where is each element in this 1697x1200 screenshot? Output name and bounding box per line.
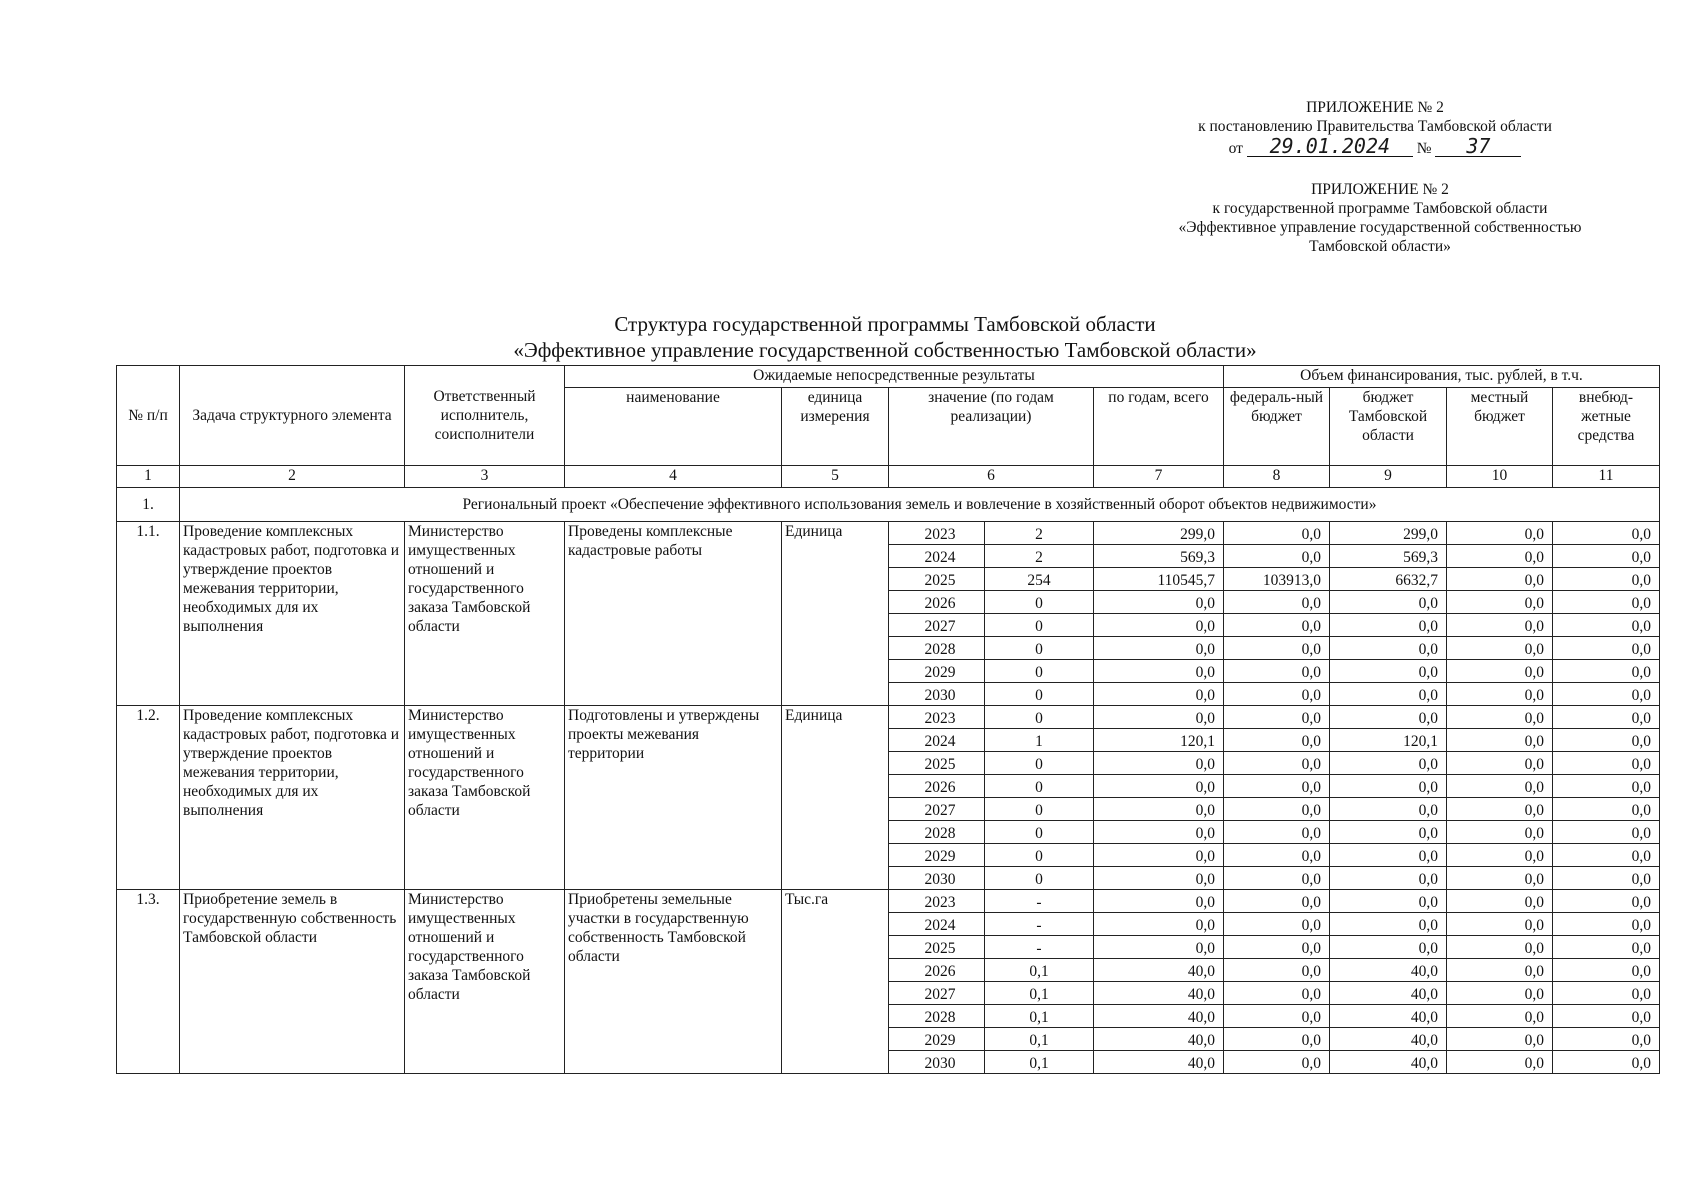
total-cell: 0,0	[1094, 775, 1224, 798]
local-cell: 0,0	[1447, 545, 1553, 568]
document-title-line2: «Эффективное управление государственной собственностью Тамбовской области»	[513, 338, 1257, 362]
extra-cell: 0,0	[1553, 867, 1660, 890]
header-finance-group: Объем финансирования, тыс. рублей, в т.ч.	[1224, 366, 1660, 388]
total-cell: 0,0	[1094, 637, 1224, 660]
extra-cell: 0,0	[1553, 798, 1660, 821]
total-cell: 0,0	[1094, 614, 1224, 637]
header-unit: единица измерения	[782, 388, 889, 466]
value-cell: 0,1	[985, 959, 1094, 982]
extra-cell: 0,0	[1553, 545, 1660, 568]
extra-cell: 0,0	[1553, 660, 1660, 683]
resolution-appendix-title: ПРИЛОЖЕНИЕ № 2	[1306, 99, 1444, 116]
total-cell: 40,0	[1094, 1028, 1224, 1051]
value-cell: 2	[985, 522, 1094, 545]
year-cell: 2027	[889, 798, 985, 821]
regional-cell: 299,0	[1330, 522, 1447, 545]
value-cell: 0,1	[985, 1028, 1094, 1051]
local-cell: 0,0	[1447, 637, 1553, 660]
federal-cell: 0,0	[1224, 637, 1330, 660]
header-regional: бюджет Тамбовской области	[1330, 388, 1447, 466]
header-num: № п/п	[117, 366, 180, 466]
block-result-name: Подготовлены и утверждены проекты межевания территории	[565, 706, 782, 890]
year-cell: 2025	[889, 568, 985, 591]
regional-cell: 0,0	[1330, 798, 1447, 821]
column-number-cell: 3	[405, 466, 565, 488]
extra-cell: 0,0	[1553, 706, 1660, 729]
year-cell: 2027	[889, 982, 985, 1005]
federal-cell: 0,0	[1224, 798, 1330, 821]
federal-cell: 0,0	[1224, 844, 1330, 867]
extra-cell: 0,0	[1553, 936, 1660, 959]
total-cell: 40,0	[1094, 982, 1224, 1005]
value-cell: -	[985, 936, 1094, 959]
regional-cell: 0,0	[1330, 821, 1447, 844]
column-number-cell: 6	[889, 466, 1094, 488]
federal-cell: 103913,0	[1224, 568, 1330, 591]
extra-cell: 0,0	[1553, 568, 1660, 591]
block-task: Проведение комплексных кадастровых работ, подготовка и утверждение проектов межевания территории, необходимых для их выполнения	[180, 522, 405, 706]
resolution-date-line	[1229, 136, 1522, 158]
column-number-cell: 8	[1224, 466, 1330, 488]
value-cell: 2	[985, 545, 1094, 568]
regional-cell: 0,0	[1330, 706, 1447, 729]
regional-cell: 40,0	[1330, 1051, 1447, 1074]
regional-cell: 0,0	[1330, 614, 1447, 637]
block-number: 1.2.	[117, 706, 180, 890]
federal-cell: 0,0	[1224, 1005, 1330, 1028]
extra-cell: 0,0	[1553, 752, 1660, 775]
value-cell: 0	[985, 775, 1094, 798]
federal-cell: 0,0	[1224, 660, 1330, 683]
total-cell: 0,0	[1094, 683, 1224, 706]
regional-cell: 0,0	[1330, 890, 1447, 913]
program-appendix-line1: к государственной программе Тамбовской области	[1212, 200, 1548, 217]
block-number: 1.1.	[117, 522, 180, 706]
regional-cell: 0,0	[1330, 591, 1447, 614]
total-cell: 299,0	[1094, 522, 1224, 545]
regional-cell: 0,0	[1330, 775, 1447, 798]
total-cell: 0,0	[1094, 706, 1224, 729]
program-structure-table	[116, 365, 1660, 1074]
extra-cell: 0,0	[1553, 637, 1660, 660]
regional-cell: 0,0	[1330, 683, 1447, 706]
value-cell: 0	[985, 637, 1094, 660]
total-cell: 40,0	[1094, 1051, 1224, 1074]
extra-cell: 0,0	[1553, 959, 1660, 982]
program-appendix-line3: Тамбовской области»	[1309, 238, 1451, 255]
column-number-cell: 4	[565, 466, 782, 488]
regional-cell: 40,0	[1330, 1028, 1447, 1051]
year-cell: 2030	[889, 1051, 985, 1074]
table-row	[117, 522, 1660, 545]
value-cell: 0	[985, 706, 1094, 729]
year-cell: 2024	[889, 545, 985, 568]
total-cell: 0,0	[1094, 913, 1224, 936]
value-cell: 0,1	[985, 1005, 1094, 1028]
local-cell: 0,0	[1447, 844, 1553, 867]
total-cell: 0,0	[1094, 798, 1224, 821]
regional-cell: 40,0	[1330, 959, 1447, 982]
value-cell: 0	[985, 752, 1094, 775]
year-cell: 2026	[889, 775, 985, 798]
local-cell: 0,0	[1447, 775, 1553, 798]
extra-cell: 0,0	[1553, 729, 1660, 752]
regional-cell: 0,0	[1330, 936, 1447, 959]
federal-cell: 0,0	[1224, 982, 1330, 1005]
extra-cell: 0,0	[1553, 1028, 1660, 1051]
local-cell: 0,0	[1447, 1028, 1553, 1051]
total-cell: 0,0	[1094, 821, 1224, 844]
regional-cell: 0,0	[1330, 867, 1447, 890]
federal-cell: 0,0	[1224, 683, 1330, 706]
federal-cell: 0,0	[1224, 591, 1330, 614]
local-cell: 0,0	[1447, 959, 1553, 982]
value-cell: 0	[985, 867, 1094, 890]
federal-cell: 0,0	[1224, 614, 1330, 637]
extra-cell: 0,0	[1553, 821, 1660, 844]
column-number-cell: 11	[1553, 466, 1660, 488]
header-result-name: наименование	[565, 388, 782, 466]
year-cell: 2030	[889, 683, 985, 706]
local-cell: 0,0	[1447, 752, 1553, 775]
total-cell: 0,0	[1094, 591, 1224, 614]
regional-cell: 40,0	[1330, 1005, 1447, 1028]
local-cell: 0,0	[1447, 522, 1553, 545]
value-cell: 0	[985, 660, 1094, 683]
local-cell: 0,0	[1447, 568, 1553, 591]
column-number-cell: 1	[117, 466, 180, 488]
total-cell: 0,0	[1094, 867, 1224, 890]
table-row	[117, 706, 1660, 729]
federal-cell: 0,0	[1224, 913, 1330, 936]
header-executor: Ответственный исполнитель, соисполнители	[405, 366, 565, 466]
total-cell: 0,0	[1094, 660, 1224, 683]
year-cell: 2025	[889, 936, 985, 959]
block-executor: Министерство имущественных отношений и государственного заказа Тамбовской области	[405, 706, 565, 890]
header-value: значение (по годам реализации)	[889, 388, 1094, 466]
federal-cell: 0,0	[1224, 867, 1330, 890]
regional-cell: 0,0	[1330, 913, 1447, 936]
block-unit: Тыс.га	[782, 890, 889, 1074]
year-cell: 2028	[889, 637, 985, 660]
local-cell: 0,0	[1447, 982, 1553, 1005]
year-cell: 2024	[889, 729, 985, 752]
year-cell: 2023	[889, 522, 985, 545]
year-cell: 2029	[889, 660, 985, 683]
local-cell: 0,0	[1447, 683, 1553, 706]
total-cell: 0,0	[1094, 844, 1224, 867]
section-number: 1.	[117, 488, 180, 522]
local-cell: 0,0	[1447, 913, 1553, 936]
year-cell: 2029	[889, 1028, 985, 1051]
extra-cell: 0,0	[1553, 890, 1660, 913]
regional-cell: 0,0	[1330, 752, 1447, 775]
extra-cell: 0,0	[1553, 844, 1660, 867]
total-cell: 0,0	[1094, 936, 1224, 959]
value-cell: 0	[985, 821, 1094, 844]
program-appendix	[1110, 180, 1650, 256]
year-cell: 2026	[889, 959, 985, 982]
extra-cell: 0,0	[1553, 522, 1660, 545]
regional-cell: 0,0	[1330, 660, 1447, 683]
block-task: Проведение комплексных кадастровых работ, подготовка и утверждение проектов межевания территории, необходимых для их выполнения	[180, 706, 405, 890]
local-cell: 0,0	[1447, 660, 1553, 683]
total-cell: 40,0	[1094, 959, 1224, 982]
extra-cell: 0,0	[1553, 614, 1660, 637]
header-federal: федераль-ный бюджет	[1224, 388, 1330, 466]
header-extra: внебюд-жетные средства	[1553, 388, 1660, 466]
document-title-line1: Структура государственной программы Тамбовской области	[614, 312, 1156, 336]
year-cell: 2028	[889, 821, 985, 844]
date-prefix: от	[1228, 140, 1243, 157]
handwritten-date: 29.01.2024	[1247, 136, 1413, 157]
year-cell: 2024	[889, 913, 985, 936]
total-cell: 40,0	[1094, 1005, 1224, 1028]
federal-cell: 0,0	[1224, 706, 1330, 729]
block-result-name: Проведены комплексные кадастровые работы	[565, 522, 782, 706]
handwritten-number: 37	[1435, 136, 1521, 157]
header-results-group: Ожидаемые непосредственные результаты	[565, 366, 1224, 388]
local-cell: 0,0	[1447, 1051, 1553, 1074]
block-executor: Министерство имущественных отношений и государственного заказа Тамбовской области	[405, 890, 565, 1074]
value-cell: 0	[985, 591, 1094, 614]
regional-cell: 6632,7	[1330, 568, 1447, 591]
extra-cell: 0,0	[1553, 591, 1660, 614]
local-cell: 0,0	[1447, 706, 1553, 729]
federal-cell: 0,0	[1224, 545, 1330, 568]
section-title: Региональный проект «Обеспечение эффективного использования земель и вовлечение в хозяйственный оборот объектов недвижимости»	[180, 488, 1660, 522]
resolution-appendix	[1150, 98, 1600, 158]
federal-cell: 0,0	[1224, 821, 1330, 844]
federal-cell: 0,0	[1224, 752, 1330, 775]
header-total: по годам, всего	[1094, 388, 1224, 466]
year-cell: 2029	[889, 844, 985, 867]
year-cell: 2027	[889, 614, 985, 637]
program-appendix-line2: «Эффективное управление государственной собственностью	[1178, 219, 1582, 236]
local-cell: 0,0	[1447, 890, 1553, 913]
header-local: местный бюджет	[1447, 388, 1553, 466]
value-cell: 254	[985, 568, 1094, 591]
value-cell: -	[985, 890, 1094, 913]
federal-cell: 0,0	[1224, 936, 1330, 959]
value-cell: 0	[985, 798, 1094, 821]
federal-cell: 0,0	[1224, 522, 1330, 545]
block-unit: Единица	[782, 706, 889, 890]
local-cell: 0,0	[1447, 821, 1553, 844]
regional-cell: 0,0	[1330, 844, 1447, 867]
extra-cell: 0,0	[1553, 1051, 1660, 1074]
total-cell: 110545,7	[1094, 568, 1224, 591]
year-cell: 2028	[889, 1005, 985, 1028]
year-cell: 2026	[889, 591, 985, 614]
extra-cell: 0,0	[1553, 775, 1660, 798]
regional-cell: 0,0	[1330, 637, 1447, 660]
extra-cell: 0,0	[1553, 683, 1660, 706]
extra-cell: 0,0	[1553, 982, 1660, 1005]
value-cell: 1	[985, 729, 1094, 752]
local-cell: 0,0	[1447, 867, 1553, 890]
local-cell: 0,0	[1447, 591, 1553, 614]
block-result-name: Приобретены земельные участки в государственную собственность Тамбовской области	[565, 890, 782, 1074]
block-number: 1.3.	[117, 890, 180, 1074]
number-prefix: №	[1416, 140, 1432, 157]
federal-cell: 0,0	[1224, 890, 1330, 913]
column-number-cell: 5	[782, 466, 889, 488]
column-number-cell: 2	[180, 466, 405, 488]
value-cell: -	[985, 913, 1094, 936]
total-cell: 569,3	[1094, 545, 1224, 568]
local-cell: 0,0	[1447, 936, 1553, 959]
value-cell: 0,1	[985, 1051, 1094, 1074]
local-cell: 0,0	[1447, 1005, 1553, 1028]
federal-cell: 0,0	[1224, 1028, 1330, 1051]
year-cell: 2030	[889, 867, 985, 890]
federal-cell: 0,0	[1224, 959, 1330, 982]
value-cell: 0	[985, 844, 1094, 867]
total-cell: 0,0	[1094, 752, 1224, 775]
year-cell: 2023	[889, 890, 985, 913]
column-numbers-row	[117, 466, 1660, 488]
column-number-cell: 10	[1447, 466, 1553, 488]
local-cell: 0,0	[1447, 729, 1553, 752]
value-cell: 0	[985, 683, 1094, 706]
header-task: Задача структурного элемента	[180, 366, 405, 466]
local-cell: 0,0	[1447, 614, 1553, 637]
value-cell: 0	[985, 614, 1094, 637]
federal-cell: 0,0	[1224, 775, 1330, 798]
federal-cell: 0,0	[1224, 729, 1330, 752]
block-task: Приобретение земель в государственную собственность Тамбовской области	[180, 890, 405, 1074]
column-number-cell: 7	[1094, 466, 1224, 488]
extra-cell: 0,0	[1553, 913, 1660, 936]
value-cell: 0,1	[985, 982, 1094, 1005]
local-cell: 0,0	[1447, 798, 1553, 821]
block-executor: Министерство имущественных отношений и государственного заказа Тамбовской области	[405, 522, 565, 706]
table-row	[117, 890, 1660, 913]
regional-cell: 40,0	[1330, 982, 1447, 1005]
regional-cell: 120,1	[1330, 729, 1447, 752]
program-appendix-title: ПРИЛОЖЕНИЕ № 2	[1311, 181, 1449, 198]
resolution-appendix-line: к постановлению Правительства Тамбовской области	[1198, 118, 1552, 135]
regional-cell: 569,3	[1330, 545, 1447, 568]
column-number-cell: 9	[1330, 466, 1447, 488]
extra-cell: 0,0	[1553, 1005, 1660, 1028]
year-cell: 2025	[889, 752, 985, 775]
block-unit: Единица	[782, 522, 889, 706]
total-cell: 120,1	[1094, 729, 1224, 752]
total-cell: 0,0	[1094, 890, 1224, 913]
year-cell: 2023	[889, 706, 985, 729]
federal-cell: 0,0	[1224, 1051, 1330, 1074]
